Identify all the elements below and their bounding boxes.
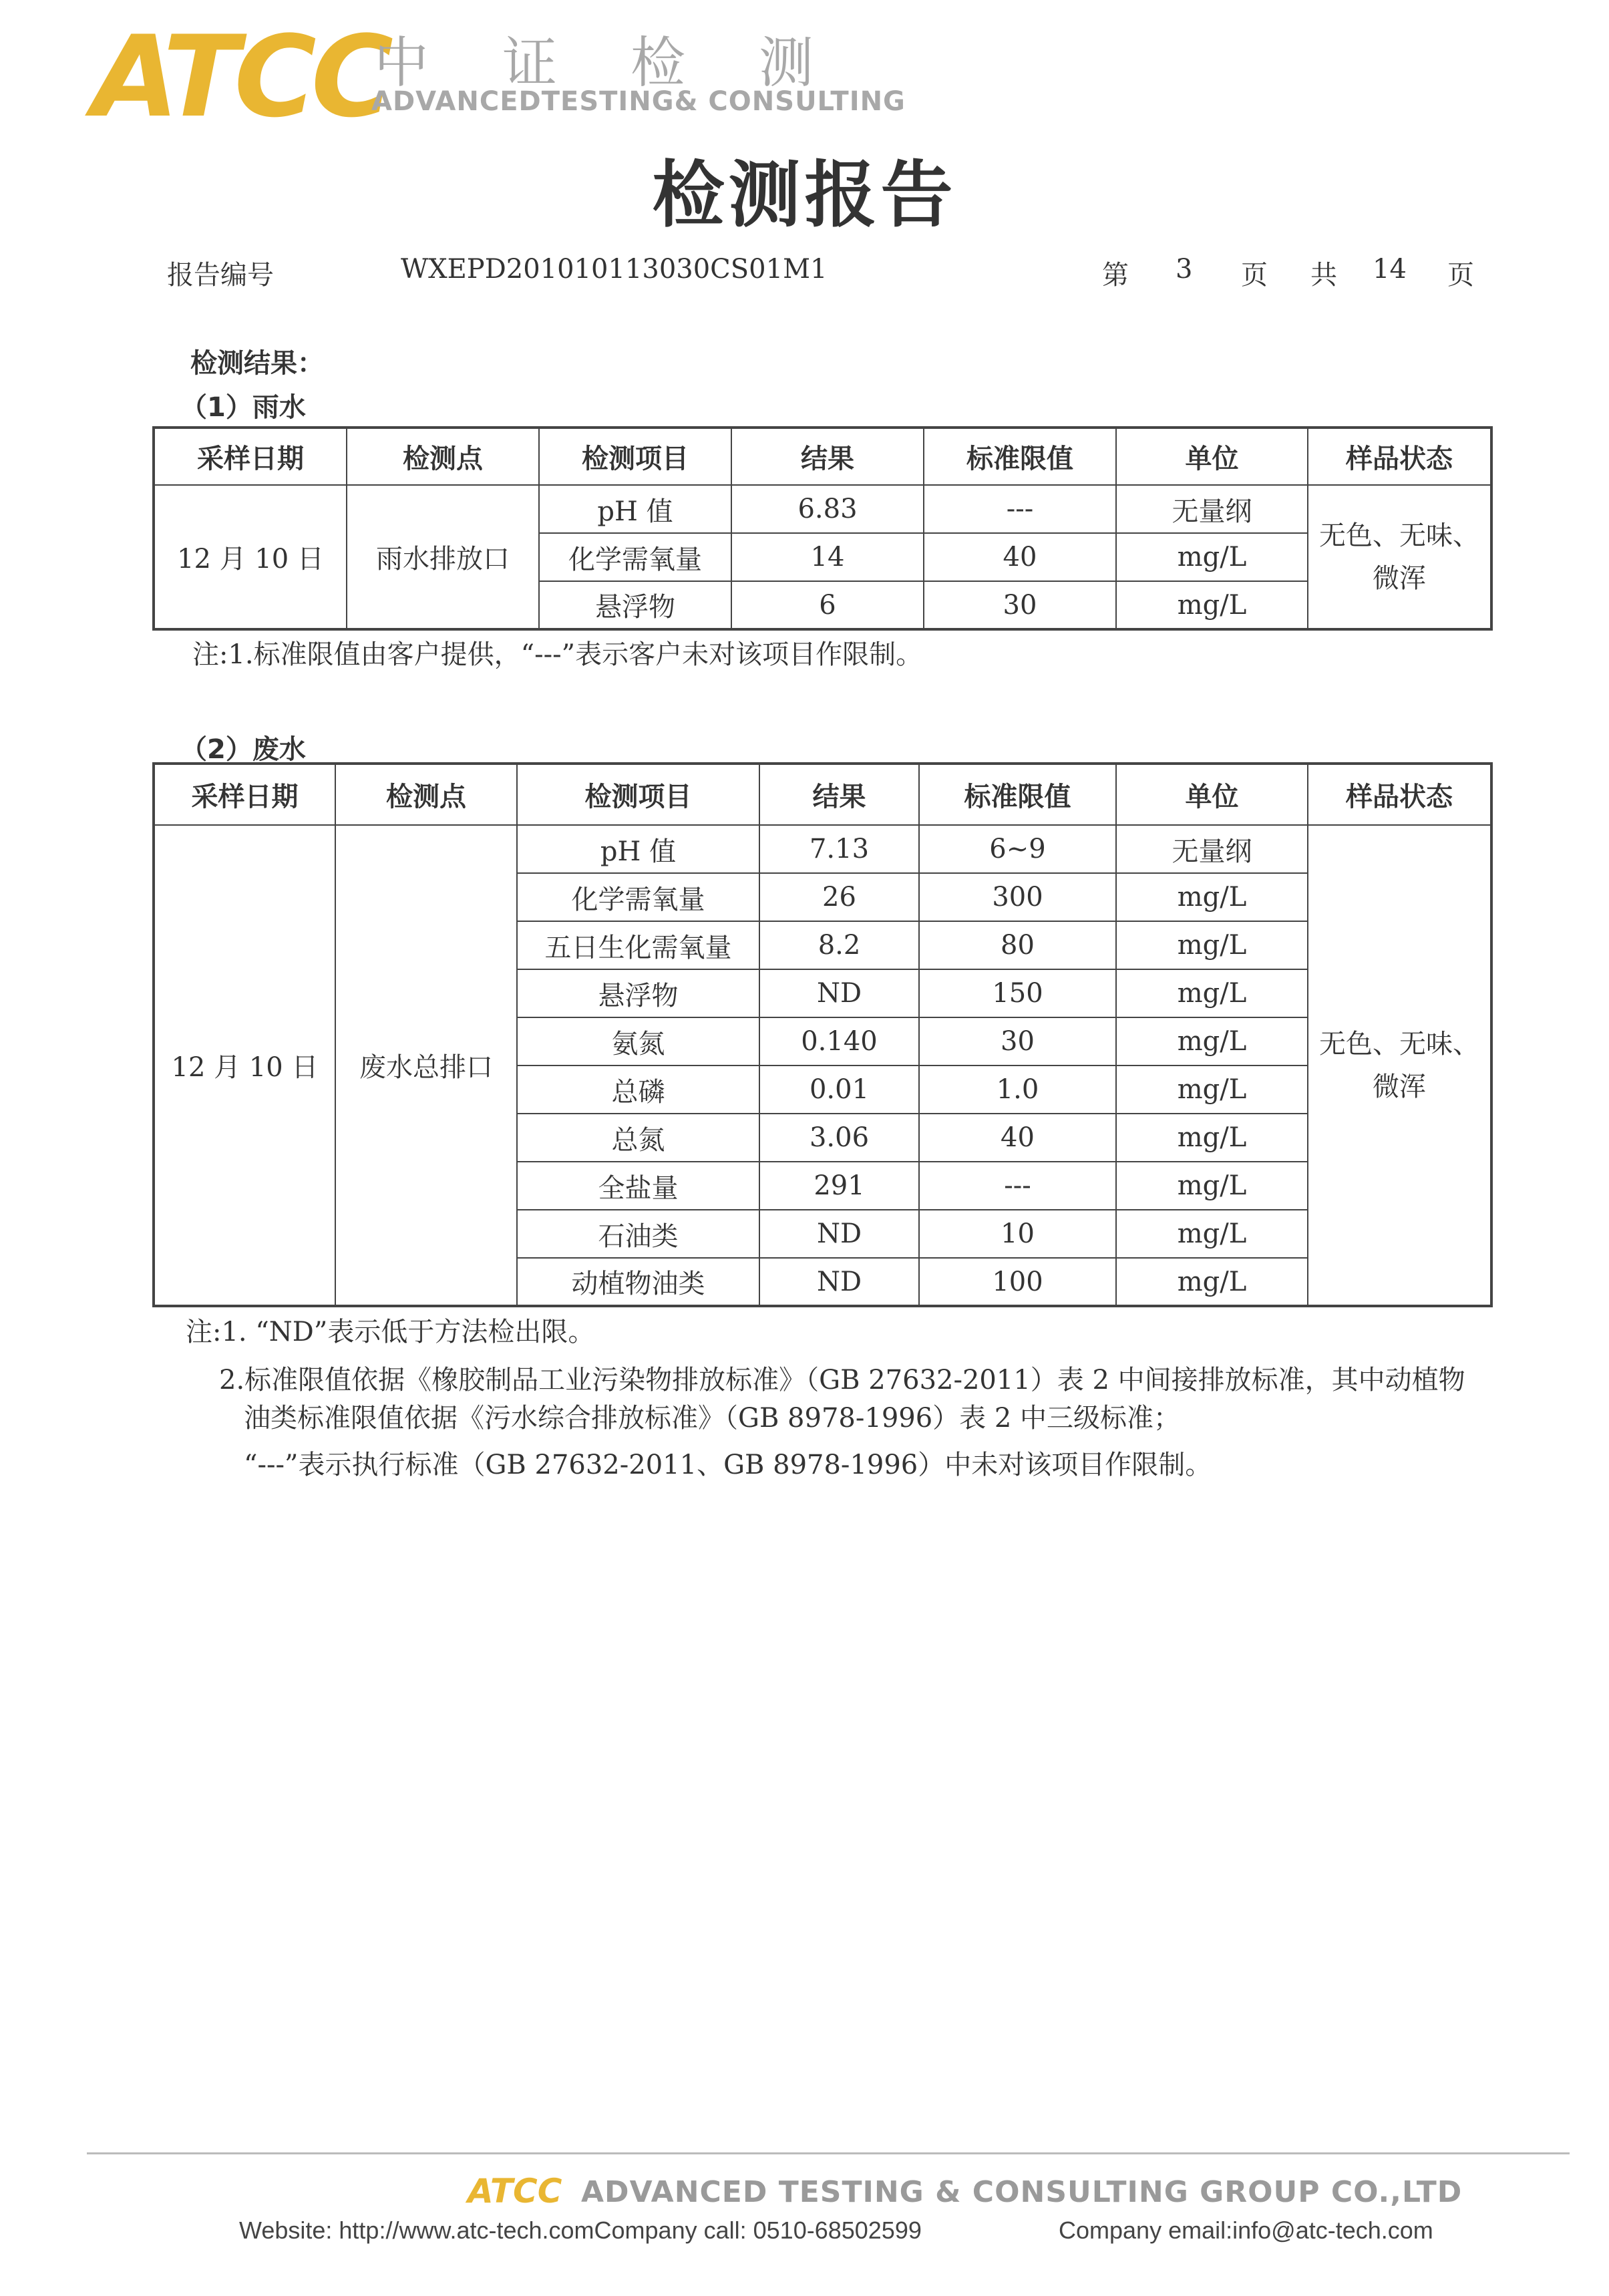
waste-result: 0.140 <box>759 1017 919 1065</box>
waste-result: 3.06 <box>759 1114 919 1162</box>
rain-item: 悬浮物 <box>539 581 731 629</box>
rain-state <box>1308 485 1491 629</box>
waste-limit: 10 <box>919 1210 1116 1258</box>
report-no: WXEPD201010113030CS01M1 <box>401 254 828 285</box>
rain-item: 化学需氧量 <box>539 533 731 581</box>
rain-point: 雨水排放口 <box>347 485 539 629</box>
rain-col-item: 检测项目 <box>539 428 731 485</box>
footer-company-name: ADVANCED TESTING & CONSULTING GROUP CO.,LTD <box>581 2175 1463 2209</box>
waste-note-4: “---”表示执行标准（GB 27632-2011、GB 8978-1996）中未对该项目作限制。 <box>244 1450 1212 1480</box>
rain-heading: （1）雨水 <box>180 392 306 423</box>
waste-date: 12 月 10 日 <box>154 825 335 1306</box>
page-title: 检测报告 <box>652 154 957 237</box>
rain-result: 6 <box>731 581 924 629</box>
waste-unit: mg/L <box>1116 1065 1308 1114</box>
logo-chinese-name: 中证检测 <box>374 31 888 95</box>
waste-heading: （2）废水 <box>180 734 306 765</box>
rain-col-result: 结果 <box>731 428 924 485</box>
rain-col-unit: 单位 <box>1116 428 1308 485</box>
waste-col-point: 检测点 <box>335 764 517 825</box>
rain-col-limit: 标准限值 <box>924 428 1116 485</box>
waste-limit: --- <box>919 1162 1116 1210</box>
waste-col-state: 样品状态 <box>1308 764 1491 825</box>
waste-limit: 150 <box>919 969 1116 1017</box>
rain-limit: 40 <box>924 533 1116 581</box>
waste-unit: 无量纲 <box>1116 825 1308 873</box>
rain-item: pH 值 <box>539 485 731 533</box>
waste-note-1: 注:1. “ND”表示低于方法检出限。 <box>186 1317 595 1347</box>
waste-state <box>1308 825 1491 1306</box>
waste-item: 五日生化需氧量 <box>517 921 759 969</box>
waste-result: 26 <box>759 873 919 921</box>
results-heading: 检测结果： <box>190 348 324 379</box>
rain-result: 6.83 <box>731 485 924 533</box>
page-total: 14 <box>1373 254 1407 285</box>
waste-unit: mg/L <box>1116 969 1308 1017</box>
waste-result: 7.13 <box>759 825 919 873</box>
waste-col-limit: 标准限值 <box>919 764 1116 825</box>
waste-item: 全盐量 <box>517 1162 759 1210</box>
rain-unit: 无量纲 <box>1116 485 1308 533</box>
waste-item: pH 值 <box>517 825 759 873</box>
waste-item: 化学需氧量 <box>517 873 759 921</box>
waste-note-3: 油类标准限值依据《污水综合排放标准》（GB 8978-1996）表 2 中三级标准； <box>244 1403 1181 1434</box>
rain-note: 注:1.标准限值由客户提供，“---”表示客户未对该项目作限制。 <box>192 639 923 670</box>
waste-item: 悬浮物 <box>517 969 759 1017</box>
page-prefix: 第 <box>1102 260 1129 291</box>
waste-state-line2: 微浑 <box>1373 1071 1426 1102</box>
rain-unit: mg/L <box>1116 581 1308 629</box>
waste-result: 291 <box>759 1162 919 1210</box>
waste-state-line1: 无色、无味、 <box>1319 1028 1479 1059</box>
waste-item: 总氮 <box>517 1114 759 1162</box>
waste-limit: 100 <box>919 1258 1116 1306</box>
waste-item: 氨氮 <box>517 1017 759 1065</box>
waste-col-item: 检测项目 <box>517 764 759 825</box>
waste-unit: mg/L <box>1116 1162 1308 1210</box>
rain-state-line2: 微浑 <box>1373 562 1426 594</box>
rain-col-point: 检测点 <box>347 428 539 485</box>
waste-limit: 300 <box>919 873 1116 921</box>
footer-email: Company email:info@atc-tech.com <box>1059 2217 1433 2244</box>
waste-limit: 30 <box>919 1017 1116 1065</box>
waste-unit: mg/L <box>1116 1017 1308 1065</box>
waste-limit: 6~9 <box>919 825 1116 873</box>
rain-col-date: 采样日期 <box>154 428 347 485</box>
waste-col-unit: 单位 <box>1116 764 1308 825</box>
waste-unit: mg/L <box>1116 1258 1308 1306</box>
footer-divider <box>87 2152 1570 2154</box>
waste-col-date: 采样日期 <box>154 764 335 825</box>
waste-point: 废水总排口 <box>335 825 517 1306</box>
waste-unit: mg/L <box>1116 1210 1308 1258</box>
waste-table <box>152 762 1493 1307</box>
rain-state-line1: 无色、无味、 <box>1319 520 1479 551</box>
waste-col-result: 结果 <box>759 764 919 825</box>
page-suffix: 页 <box>1447 260 1474 291</box>
waste-unit: mg/L <box>1116 1114 1308 1162</box>
waste-limit: 40 <box>919 1114 1116 1162</box>
waste-limit: 1.0 <box>919 1065 1116 1114</box>
report-no-label: 报告编号 <box>167 260 274 291</box>
waste-result: 8.2 <box>759 921 919 969</box>
rain-limit: 30 <box>924 581 1116 629</box>
rain-col-state: 样品状态 <box>1308 428 1491 485</box>
waste-item: 石油类 <box>517 1210 759 1258</box>
rain-result: 14 <box>731 533 924 581</box>
waste-limit: 80 <box>919 921 1116 969</box>
atcc-logo: ATCC <box>92 11 389 142</box>
waste-result: ND <box>759 969 919 1017</box>
page-mid: 页 共 <box>1241 260 1345 291</box>
rain-limit: --- <box>924 485 1116 533</box>
waste-result: ND <box>759 1210 919 1258</box>
waste-result: ND <box>759 1258 919 1306</box>
waste-unit: mg/L <box>1116 873 1308 921</box>
rain-date: 12 月 10 日 <box>154 485 347 629</box>
logo-english-name: ADVANCEDTESTING& CONSULTING <box>371 86 906 117</box>
waste-note-2: 2.标准限值依据《橡胶制品工业污染物排放标准》（GB 27632-2011）表 2 中间接排放标准，其中动植物 <box>219 1365 1465 1396</box>
rain-unit: mg/L <box>1116 533 1308 581</box>
waste-unit: mg/L <box>1116 921 1308 969</box>
footer-website-call: Website: http://www.atc-tech.comCompany call: 0510-68502599 <box>239 2217 922 2244</box>
waste-item: 动植物油类 <box>517 1258 759 1306</box>
footer-atcc-logo: ATCC <box>468 2172 562 2210</box>
waste-result: 0.01 <box>759 1065 919 1114</box>
waste-item: 总磷 <box>517 1065 759 1114</box>
rain-table <box>152 426 1493 631</box>
page-number: 3 <box>1176 254 1193 285</box>
